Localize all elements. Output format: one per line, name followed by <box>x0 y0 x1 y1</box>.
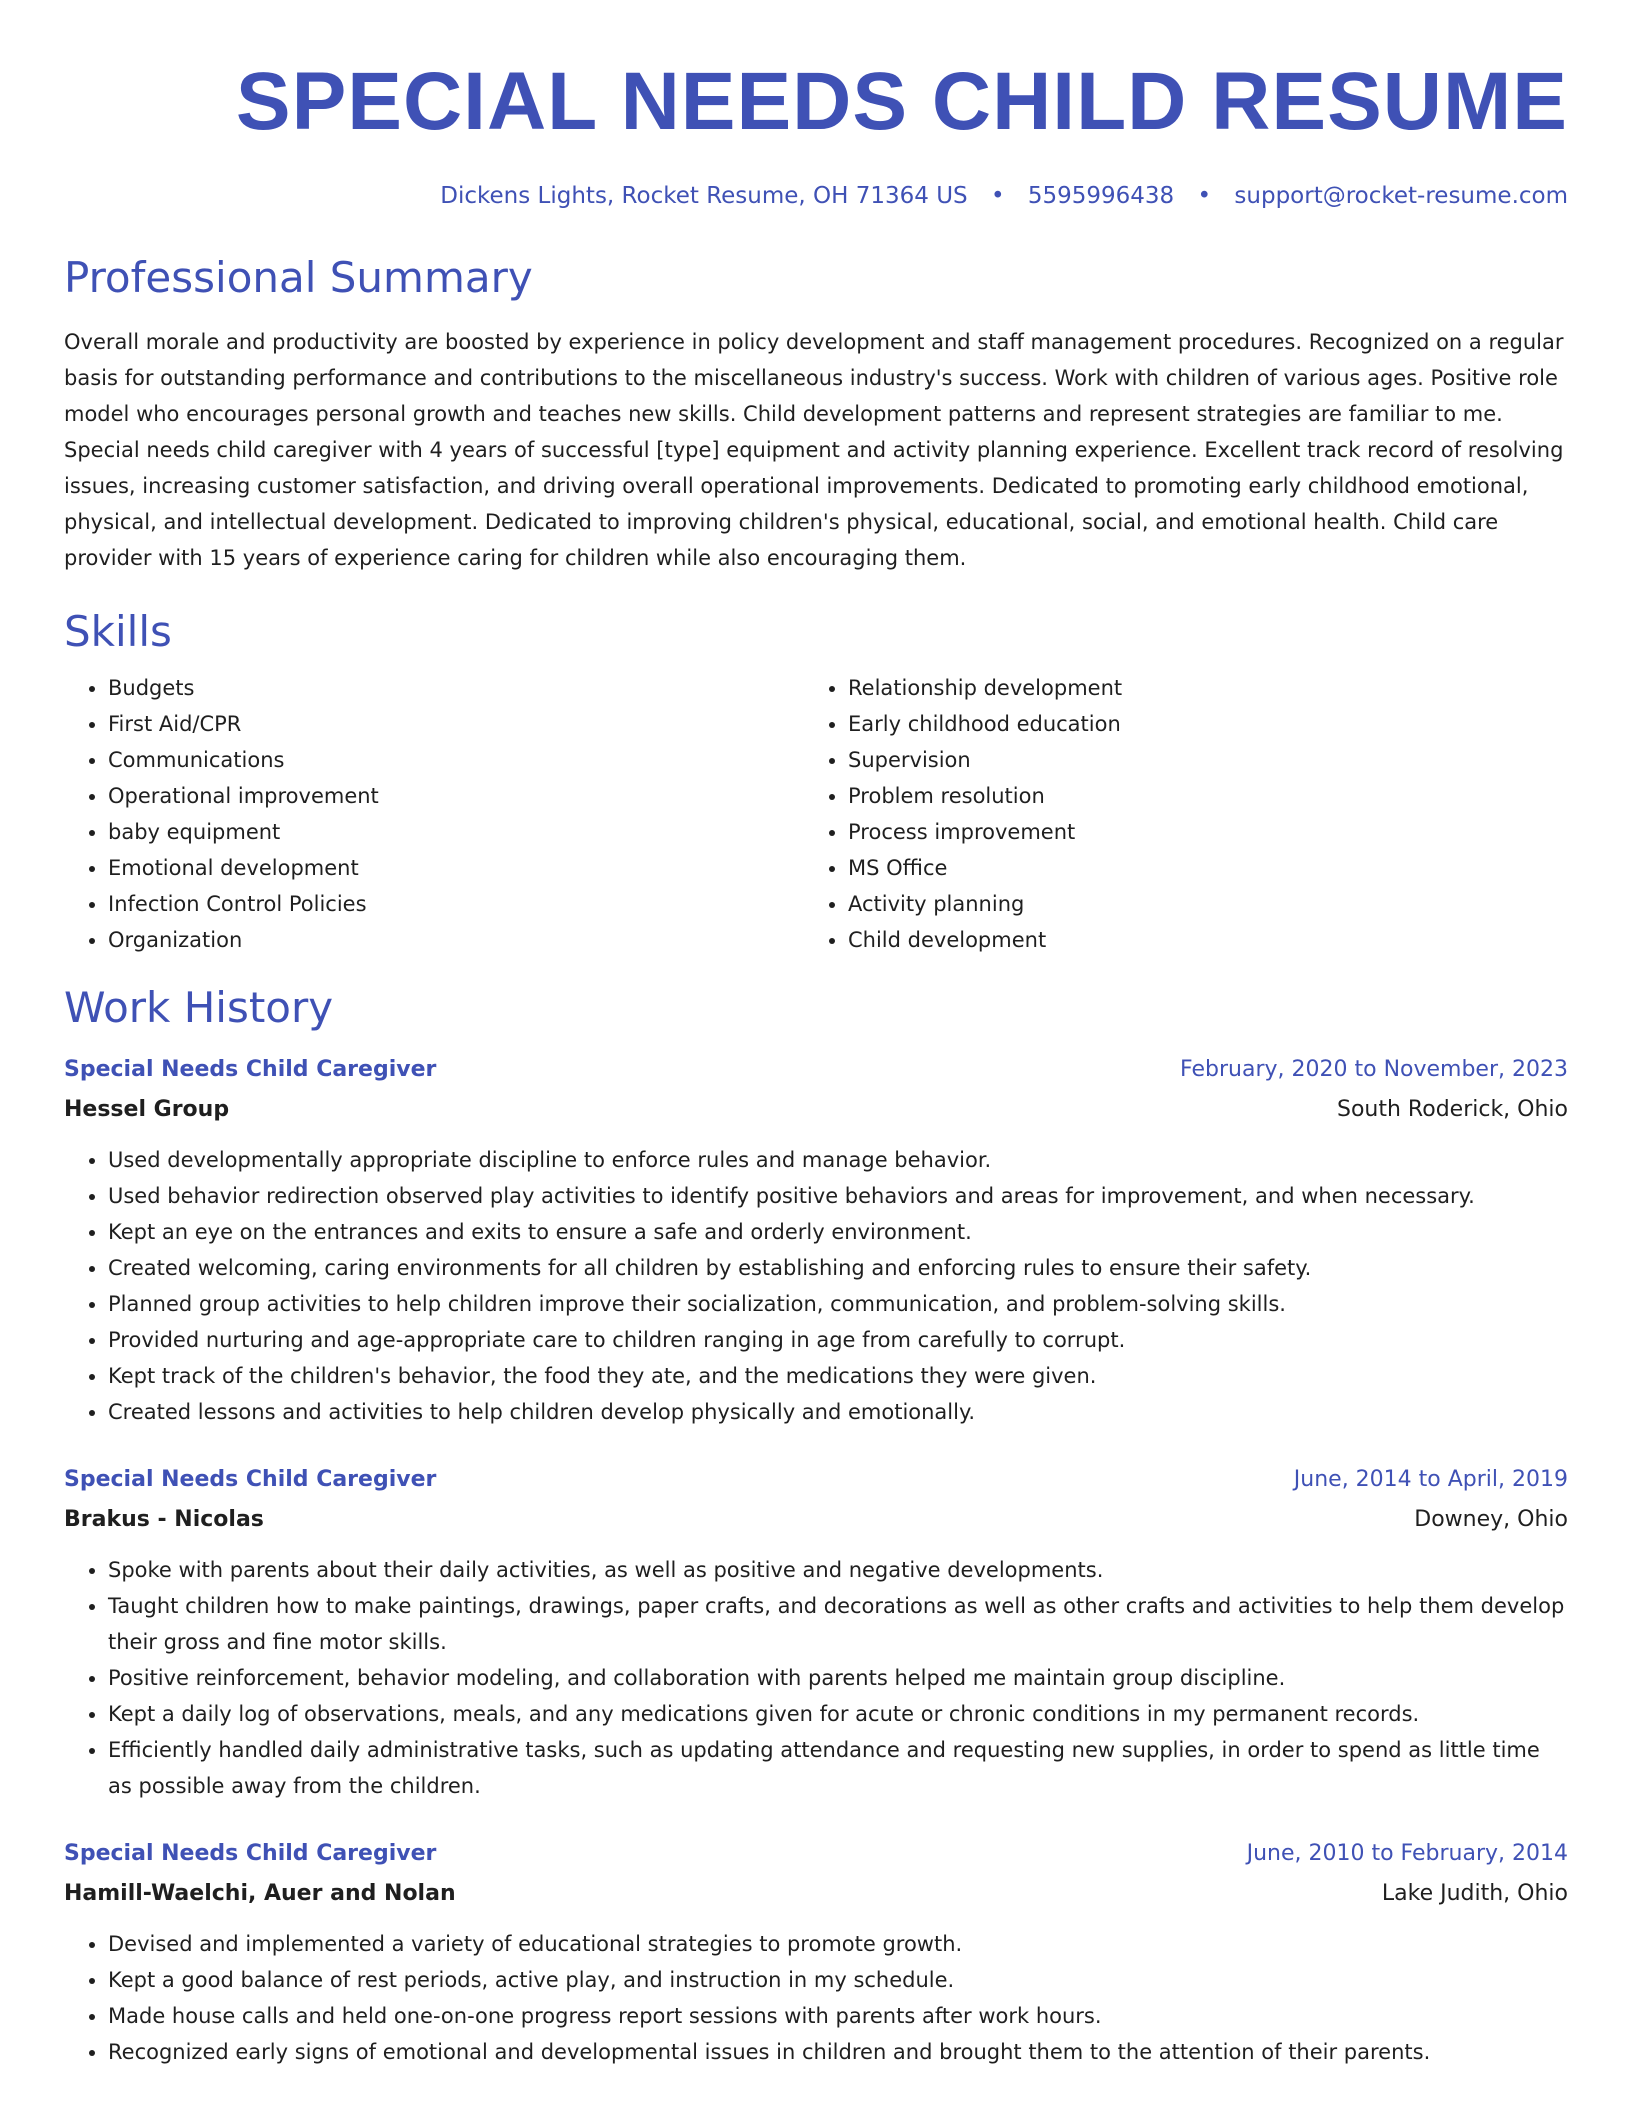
job-bullet: • Kept a daily log of observations, meals, and any medications given for acute or chronic conditions in my permanent records. <box>108 1696 1568 1732</box>
job-bullet: • Kept track of the children's behavior, the food they ate, and the medications they were given. <box>108 1358 1568 1394</box>
summary-heading: Professional Summary <box>64 253 533 302</box>
job-bullet: • Kept a good balance of rest periods, active play, and instruction in my schedule. <box>108 1962 1568 1998</box>
skill-item: • Activity planning <box>848 886 1544 922</box>
job-dates: June, 2010 to February, 2014 <box>1246 1841 1568 1866</box>
job-bullet: • Planned group activities to help children improve their socialization, communication, and problem-solving skills. <box>108 1286 1568 1322</box>
job-bullet: • Spoke with parents about their daily activities, as well as positive and negative developments. <box>108 1552 1568 1588</box>
job-entry <box>64 1050 1568 1430</box>
skill-item: • Operational improvement <box>108 778 804 814</box>
job-bullets <box>64 1142 1568 1430</box>
skill-item: • Child development <box>848 922 1544 958</box>
address: Dickens Lights, Rocket Resume, OH 71364 US <box>440 183 968 209</box>
skill-item: • Budgets <box>108 670 804 706</box>
job-company-row <box>64 1874 1568 1914</box>
job-bullet: • Taught children how to make paintings, drawings, paper crafts, and decorations as well as other crafts and activities to help them develop their gross and fine motor skills. <box>108 1588 1568 1660</box>
skill-item: • MS Office <box>848 850 1544 886</box>
separator-dot: • <box>1197 183 1212 209</box>
job-bullets <box>64 1926 1568 2070</box>
job-company-row <box>64 1500 1568 1540</box>
job-bullet: • Provided nurturing and age-appropriate care to children ranging in age from carefully to corrupt. <box>108 1322 1568 1358</box>
job-title: Special Needs Child Caregiver <box>64 1467 437 1492</box>
company-name: Hamill-Waelchi, Auer and Nolan <box>64 1881 456 1906</box>
skill-item: • Infection Control Policies <box>108 886 804 922</box>
skill-item: • Communications <box>108 742 804 778</box>
skills-column-left <box>64 670 804 958</box>
job-bullet: • Used behavior redirection observed play activities to identify positive behaviors and areas for improvement, and when necessary. <box>108 1178 1568 1214</box>
skills-list <box>64 670 1568 958</box>
job-bullet: • Created welcoming, caring environments for all children by establishing and enforcing rules to ensure their safety. <box>108 1250 1568 1286</box>
job-entry <box>64 1834 1568 2070</box>
resume-title: SPECIAL NEEDS CHILD RESUME <box>235 56 1568 147</box>
job-entry <box>64 1460 1568 1804</box>
job-bullets <box>64 1552 1568 1804</box>
skill-item: • Relationship development <box>848 670 1544 706</box>
separator-dot: • <box>990 183 1005 209</box>
skill-item: • Early childhood education <box>848 706 1544 742</box>
resume-header <box>64 0 1568 212</box>
job-bullet: • Used developmentally appropriate discipline to enforce rules and manage behavior. <box>108 1142 1568 1178</box>
job-location: South Roderick, Ohio <box>1337 1097 1568 1122</box>
work-history-heading: Work History <box>64 983 334 1032</box>
job-bullet: • Efficiently handled daily administrative tasks, such as updating attendance and requesting new supplies, in order to spend as little time as possible away from the children. <box>108 1732 1568 1804</box>
job-bullet: • Created lessons and activities to help children develop physically and emotionally. <box>108 1394 1568 1430</box>
phone: 5595996438 <box>1027 183 1175 209</box>
skill-item: • First Aid/CPR <box>108 706 804 742</box>
skills-column-right <box>804 670 1544 958</box>
email-link[interactable]: support@rocket-resume.com <box>1234 183 1568 209</box>
summary-text: Overall morale and productivity are boosted by experience in policy development and staff management procedures. Recognized on a regular basis for outstanding performance and contributions to the miscellaneous industry's success. Work with children of various ages. Positive role model who encourages personal growth and teaches new skills. Child development patterns and represent strategies are familiar to me. Special needs child caregiver with 4 years of successful [type] equipment and activity planning experience. Excellent track record of resolving issues, increasing customer satisfaction, and driving overall operational improvements. Dedicated to promoting early childhood emotional, physical, and intellectual development. Dedicated to improving children's physical, educational, social, and emotional health. Child care provider with 15 years of experience caring for children while also encouraging them. <box>64 330 1564 570</box>
job-dates: February, 2020 to November, 2023 <box>1180 1057 1568 1082</box>
job-bullet: • Devised and implemented a variety of educational strategies to promote growth. <box>108 1926 1568 1962</box>
job-bullet: • Made house calls and held one-on-one progress report sessions with parents after work hours. <box>108 1998 1568 2034</box>
job-location: Lake Judith, Ohio <box>1381 1881 1568 1906</box>
job-dates: June, 2014 to April, 2019 <box>1293 1467 1568 1492</box>
contact-line <box>64 180 1568 212</box>
job-header-row <box>64 1050 1568 1090</box>
skills-heading: Skills <box>64 607 172 656</box>
job-title: Special Needs Child Caregiver <box>64 1841 437 1866</box>
job-header-row <box>64 1460 1568 1500</box>
job-bullet: • Positive reinforcement, behavior modeling, and collaboration with parents helped me maintain group discipline. <box>108 1660 1568 1696</box>
skill-item: • Organization <box>108 922 804 958</box>
skill-item: • Process improvement <box>848 814 1544 850</box>
skill-item: • Emotional development <box>108 850 804 886</box>
job-bullet: • Recognized early signs of emotional and developmental issues in children and brought them to the attention of their parents. <box>108 2034 1568 2070</box>
skill-item: • Problem resolution <box>848 778 1544 814</box>
job-location: Downey, Ohio <box>1414 1507 1568 1532</box>
job-company-row <box>64 1090 1568 1130</box>
skill-item: • baby equipment <box>108 814 804 850</box>
company-name: Brakus - Nicolas <box>64 1507 264 1532</box>
job-bullet: • Kept an eye on the entrances and exits to ensure a safe and orderly environment. <box>108 1214 1568 1250</box>
company-name: Hessel Group <box>64 1097 230 1122</box>
skill-item: • Supervision <box>848 742 1544 778</box>
job-header-row <box>64 1834 1568 1874</box>
job-title: Special Needs Child Caregiver <box>64 1057 437 1082</box>
